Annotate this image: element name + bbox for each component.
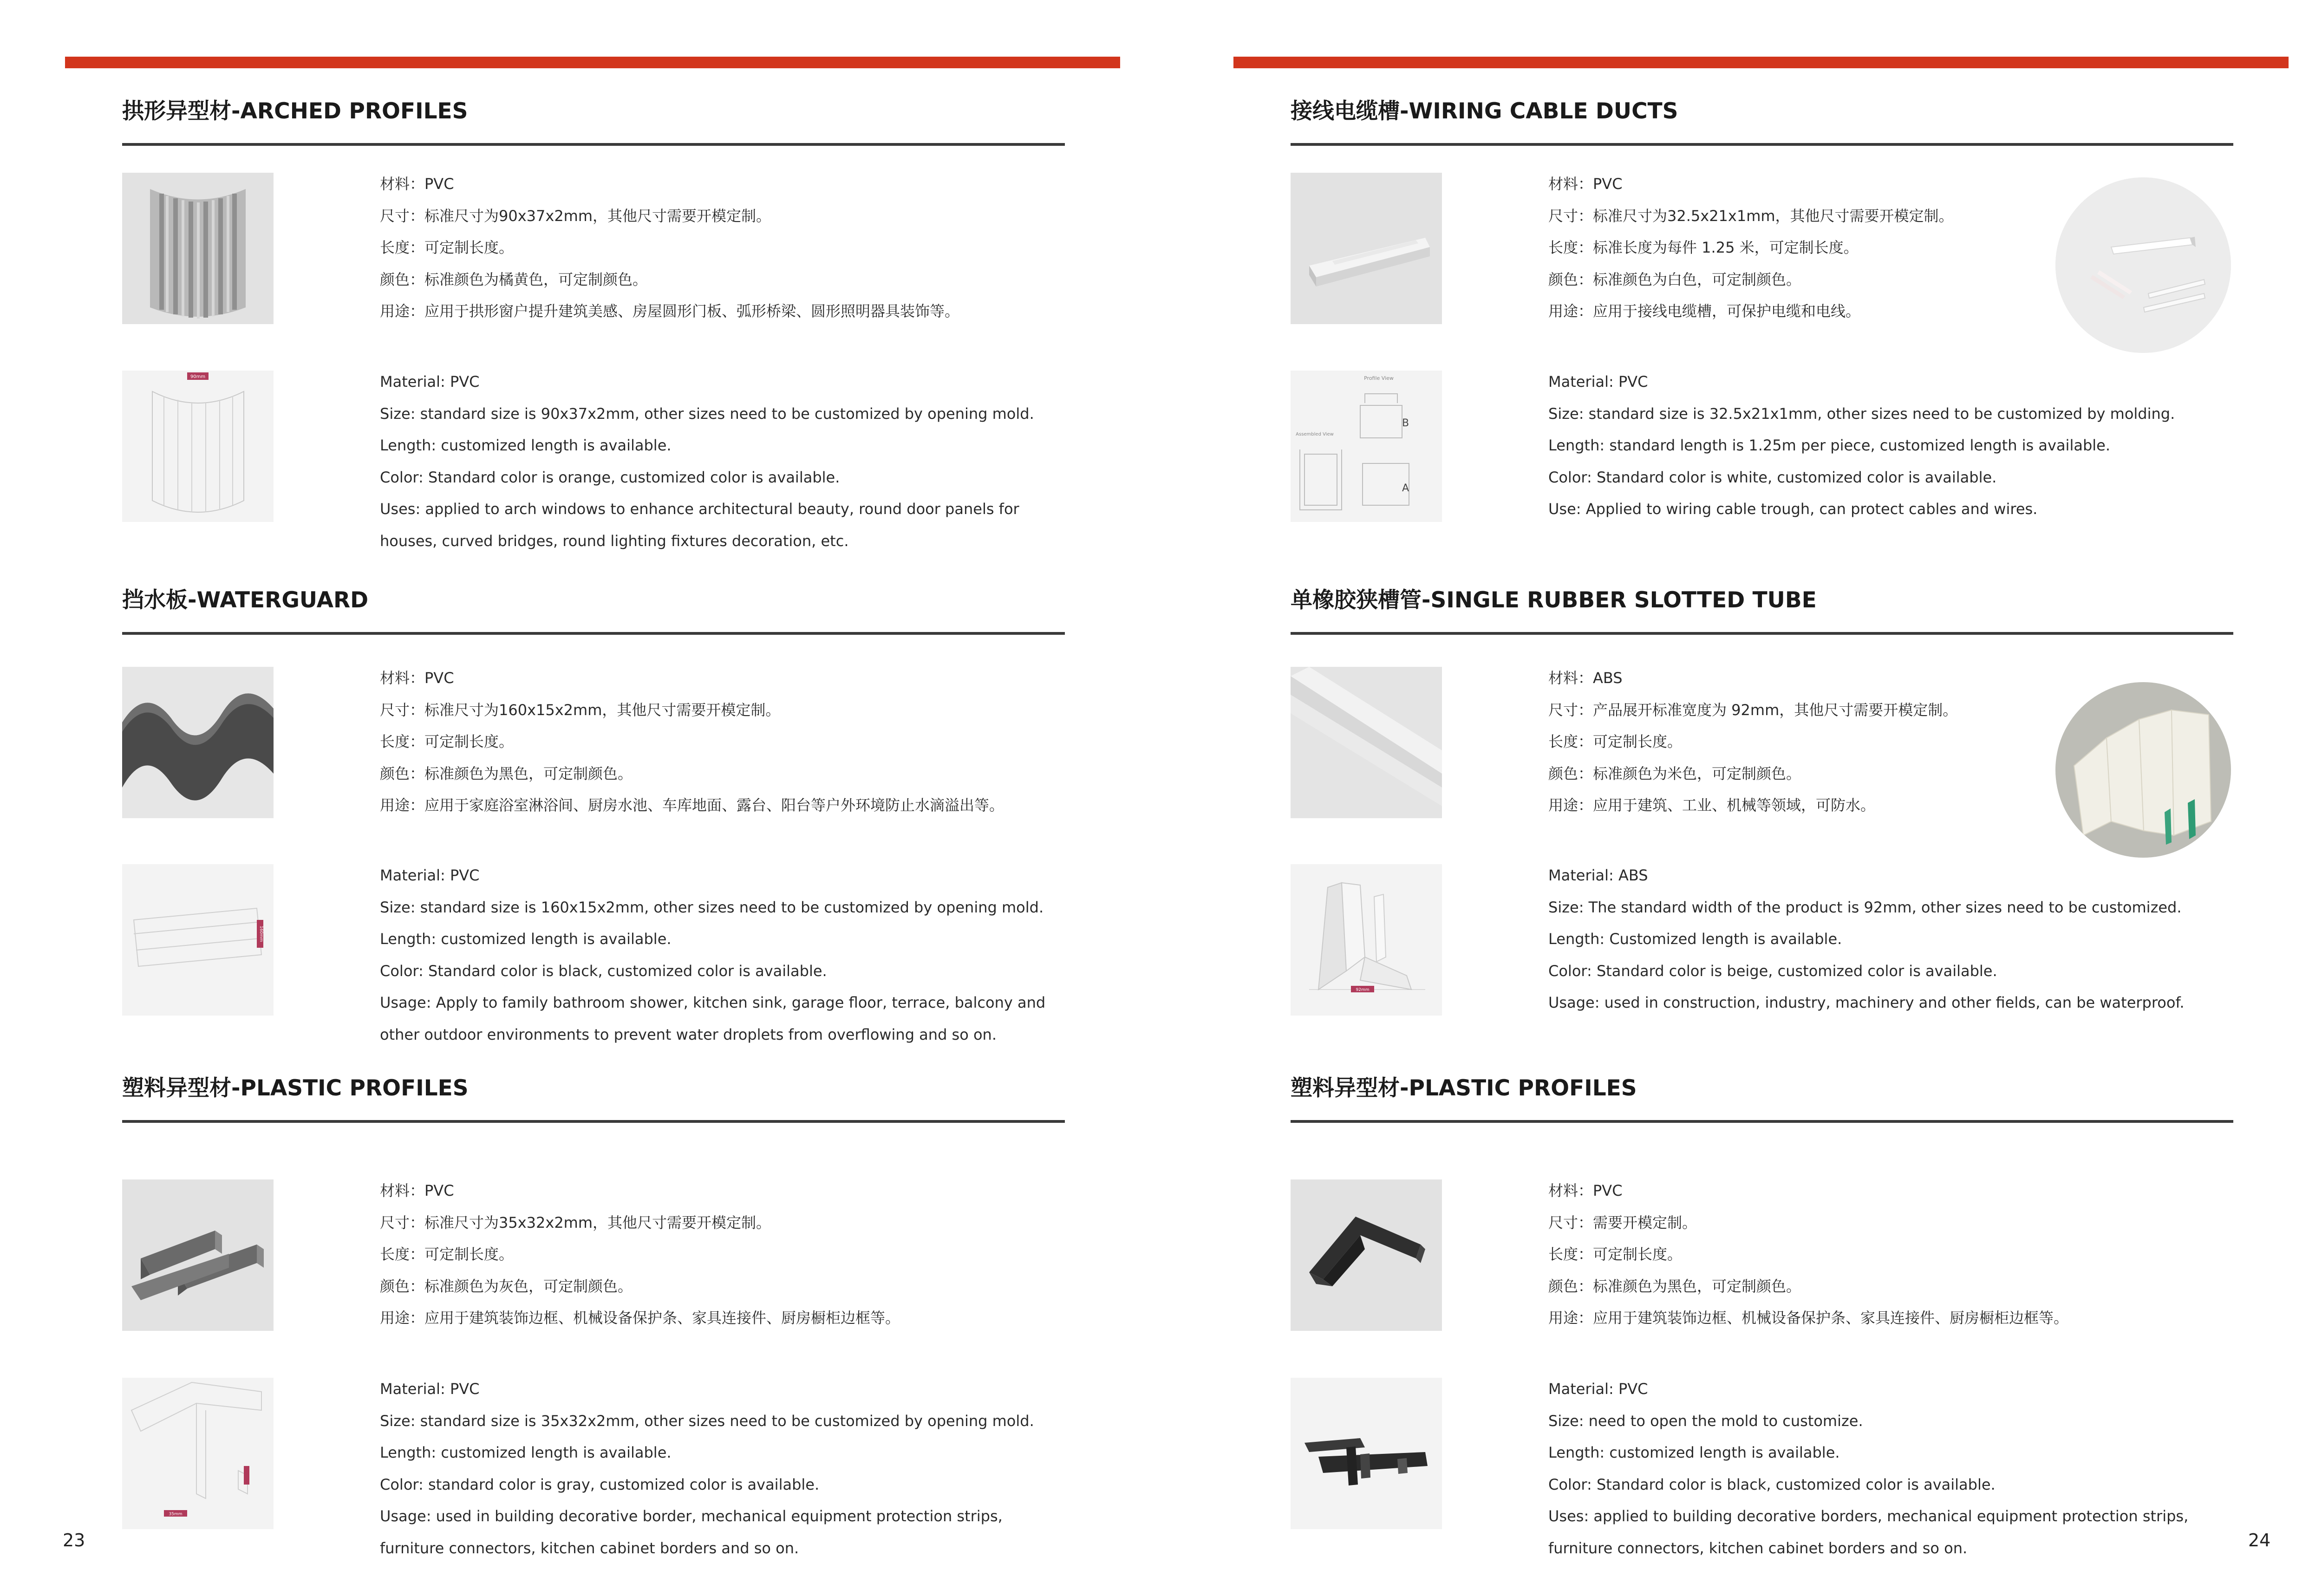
spec-line: 材料：PVC bbox=[380, 669, 454, 687]
section-title: 单橡胶狭槽管-SINGLE RUBBER SLOTTED TUBE bbox=[1291, 587, 1817, 613]
spec-line: Length: customized length is available. bbox=[380, 1444, 672, 1461]
product-photo bbox=[122, 1179, 274, 1331]
dimension-label: 90mm bbox=[190, 374, 206, 379]
spec-line: 颜色：标准颜色为灰色，可定制颜色。 bbox=[380, 1277, 633, 1295]
spec-line: Material: PVC bbox=[380, 373, 480, 391]
spec-line: 材料：ABS bbox=[1548, 669, 1623, 687]
spec-line: other outdoor environments to prevent water droplets from overflowing and so on. bbox=[380, 1025, 997, 1043]
dimension-label: 35mm bbox=[169, 1512, 183, 1517]
section-title: 拱形异型材-ARCHED PROFILES bbox=[122, 98, 468, 124]
spec-line: Color: standard color is gray, customized color is available. bbox=[380, 1475, 820, 1493]
title-rule bbox=[1291, 1120, 2233, 1123]
en-specs bbox=[1548, 366, 2236, 525]
title-rule bbox=[122, 632, 1065, 635]
spec-line: 长度：可定制长度。 bbox=[1548, 1245, 1683, 1263]
cn-specs bbox=[380, 1175, 1067, 1334]
spec-line: 尺寸：标准尺寸为35x32x2mm，其他尺寸需要开模定制。 bbox=[380, 1213, 771, 1231]
spec-line: Uses: applied to building decorative borders, mechanical equipment protection strips, bbox=[1548, 1507, 2189, 1525]
spec-line: Color: Standard color is beige, customized color is available. bbox=[1548, 962, 1997, 980]
spec-line: 材料：PVC bbox=[1548, 175, 1623, 193]
spec-line: 颜色：标准颜色为白色，可定制颜色。 bbox=[1548, 270, 1801, 288]
spec-line: Size: standard size is 35x32x2mm, other sizes need to be customized by opening mold. bbox=[380, 1412, 1034, 1430]
spec-line: 用途：应用于接线电缆槽，可保护电缆和电线。 bbox=[1548, 302, 1861, 320]
technical-drawing bbox=[122, 864, 274, 1016]
spec-line: Usage: used in building decorative border, mechanical equipment protection strips, bbox=[380, 1507, 1003, 1525]
page-number: 24 bbox=[2248, 1530, 2271, 1550]
spec-line: furniture connectors, kitchen cabinet borders and so on. bbox=[1548, 1539, 1968, 1557]
spec-line: Length: customized length is available. bbox=[380, 930, 672, 948]
section-title: 挡水板-WATERGUARD bbox=[122, 587, 369, 613]
technical-drawing bbox=[1291, 371, 1442, 522]
section-title: 塑料异型材-PLASTIC PROFILES bbox=[122, 1075, 469, 1101]
spec-line: houses, curved bridges, round lighting fixtures decoration, etc. bbox=[380, 532, 849, 550]
technical-drawing bbox=[122, 371, 274, 522]
spec-line: Material: PVC bbox=[1548, 373, 1648, 391]
page-number: 23 bbox=[63, 1530, 85, 1550]
spec-line: 用途：应用于建筑、工业、机械等领域，可防水。 bbox=[1548, 796, 1876, 814]
dimension-label: 92mm bbox=[1356, 988, 1370, 992]
spec-line: furniture connectors, kitchen cabinet borders and so on. bbox=[380, 1539, 799, 1557]
spec-line: Color: Standard color is black, customized color is available. bbox=[380, 962, 827, 980]
spec-line: 长度：可定制长度。 bbox=[1548, 733, 1683, 750]
spec-line: 尺寸：需要开模定制。 bbox=[1548, 1213, 1697, 1231]
spec-line: 用途：应用于家庭浴室淋浴间、厨房水池、车库地面、露台、阳台等户外环境防止水滴溢出等。 bbox=[380, 796, 1004, 814]
spec-line: 尺寸：产品展开标准宽度为 92mm，其他尺寸需要开模定制。 bbox=[1548, 701, 1958, 719]
spec-line: 颜色：标准颜色为米色，可定制颜色。 bbox=[1548, 764, 1801, 782]
title-rule bbox=[1291, 143, 2233, 146]
product-photo bbox=[1291, 667, 1442, 818]
cn-specs bbox=[380, 662, 1067, 821]
spec-line: 长度：可定制长度。 bbox=[380, 733, 514, 750]
spec-line: 长度：可定制长度。 bbox=[380, 1245, 514, 1263]
title-rule bbox=[122, 1120, 1065, 1123]
spec-line: Length: customized length is available. bbox=[1548, 1444, 1840, 1461]
spec-line: 尺寸：标准尺寸为160x15x2mm，其他尺寸需要开模定制。 bbox=[380, 701, 781, 719]
product-photo bbox=[1291, 1179, 1442, 1331]
product-photo bbox=[122, 173, 274, 324]
en-specs bbox=[380, 860, 1067, 1050]
spec-line: Color: Standard color is orange, customized color is available. bbox=[380, 468, 840, 486]
right-page bbox=[1168, 0, 2322, 1596]
cn-specs bbox=[1548, 1175, 2236, 1334]
spec-line: Usage: Apply to family bathroom shower, kitchen sink, garage floor, terrace, balcony and bbox=[380, 994, 1046, 1011]
product-photo bbox=[122, 667, 274, 818]
spec-line: Size: standard size is 160x15x2mm, other sizes need to be customized by opening mold. bbox=[380, 898, 1044, 916]
drawing-label: A bbox=[1402, 482, 1409, 494]
en-specs bbox=[1548, 1373, 2236, 1564]
technical-drawing bbox=[1291, 864, 1442, 1016]
spec-line: 长度：标准长度为每件 1.25 米，可定制长度。 bbox=[1548, 239, 1859, 256]
spec-line: Size: need to open the mold to customize. bbox=[1548, 1412, 1863, 1430]
technical-drawing bbox=[122, 1378, 274, 1529]
spec-line: 用途：应用于建筑装饰边框、机械设备保护条、家具连接件、厨房橱柜边框等。 bbox=[380, 1309, 900, 1327]
spec-line: Color: Standard color is white, customized color is available. bbox=[1548, 468, 1997, 486]
title-rule bbox=[122, 143, 1065, 146]
top-accent-bar bbox=[65, 57, 1120, 68]
spec-line: 材料：PVC bbox=[380, 175, 454, 193]
spec-line: Size: The standard width of the product is 92mm, other sizes need to be customized. bbox=[1548, 898, 2182, 916]
spec-line: Uses: applied to arch windows to enhance architectural beauty, round door panels for bbox=[380, 500, 1019, 518]
title-rule bbox=[1291, 632, 2233, 635]
spec-line: Material: PVC bbox=[1548, 1380, 1648, 1398]
drawing-label: Assembled View bbox=[1296, 432, 1334, 437]
spec-line: 用途：应用于建筑装饰边框、机械设备保护条、家具连接件、厨房橱柜边框等。 bbox=[1548, 1309, 2069, 1327]
spec-line: Material: PVC bbox=[380, 866, 480, 884]
spec-line: Material: ABS bbox=[1548, 866, 1648, 884]
section-title: 塑料异型材-PLASTIC PROFILES bbox=[1291, 1075, 1637, 1101]
spec-line: Color: Standard color is black, customized color is available. bbox=[1548, 1475, 1996, 1493]
spec-line: 长度：可定制长度。 bbox=[380, 239, 514, 256]
section-title: 接线电缆槽-WIRING CABLE DUCTS bbox=[1291, 98, 1678, 124]
spec-line: Length: Customized length is available. bbox=[1548, 930, 1842, 948]
en-specs bbox=[380, 1373, 1067, 1564]
technical-drawing bbox=[1291, 1378, 1442, 1529]
en-specs bbox=[1548, 860, 2236, 1019]
top-accent-bar bbox=[1233, 57, 2289, 68]
spec-line: 颜色：标准颜色为黑色，可定制颜色。 bbox=[1548, 1277, 1801, 1295]
spec-line: Size: standard size is 90x37x2mm, other sizes need to be customized by opening mold. bbox=[380, 404, 1034, 423]
spec-line: Material: PVC bbox=[380, 1380, 480, 1398]
cn-specs bbox=[380, 168, 1067, 327]
spec-line: 颜色：标准颜色为橘黄色，可定制颜色。 bbox=[380, 270, 648, 288]
spec-line: Size: standard size is 32.5x21x1mm, other sizes need to be customized by molding. bbox=[1548, 404, 2175, 423]
en-specs bbox=[380, 366, 1067, 557]
spec-line: Length: standard length is 1.25m per piece, customized length is available. bbox=[1548, 436, 2110, 454]
product-photo bbox=[1291, 173, 1442, 324]
drawing-label: B bbox=[1402, 417, 1409, 429]
spec-line: 用途：应用于拱形窗户提升建筑美感、房屋圆形门板、弧形桥梁、圆形照明器具装饰等。 bbox=[380, 302, 960, 320]
product-circle-photo bbox=[2055, 682, 2231, 858]
spec-line: 尺寸：标准尺寸为32.5x21x1mm，其他尺寸需要开模定制。 bbox=[1548, 207, 1954, 225]
spec-line: 材料：PVC bbox=[380, 1182, 454, 1199]
spec-line: 颜色：标准颜色为黑色，可定制颜色。 bbox=[380, 764, 633, 782]
spec-line: 材料：PVC bbox=[1548, 1182, 1623, 1199]
product-circle-photo bbox=[2055, 177, 2231, 353]
drawing-label: Profile View bbox=[1364, 375, 1394, 381]
spec-line: Usage: used in construction, industry, machinery and other fields, can be waterproof. bbox=[1548, 994, 2185, 1011]
spec-line: 尺寸：标准尺寸为90x37x2mm，其他尺寸需要开模定制。 bbox=[380, 207, 771, 225]
spec-line: Length: customized length is available. bbox=[380, 436, 672, 454]
spec-line: Use: Applied to wiring cable trough, can protect cables and wires. bbox=[1548, 500, 2038, 518]
dimension-label: 160mm bbox=[259, 925, 263, 942]
